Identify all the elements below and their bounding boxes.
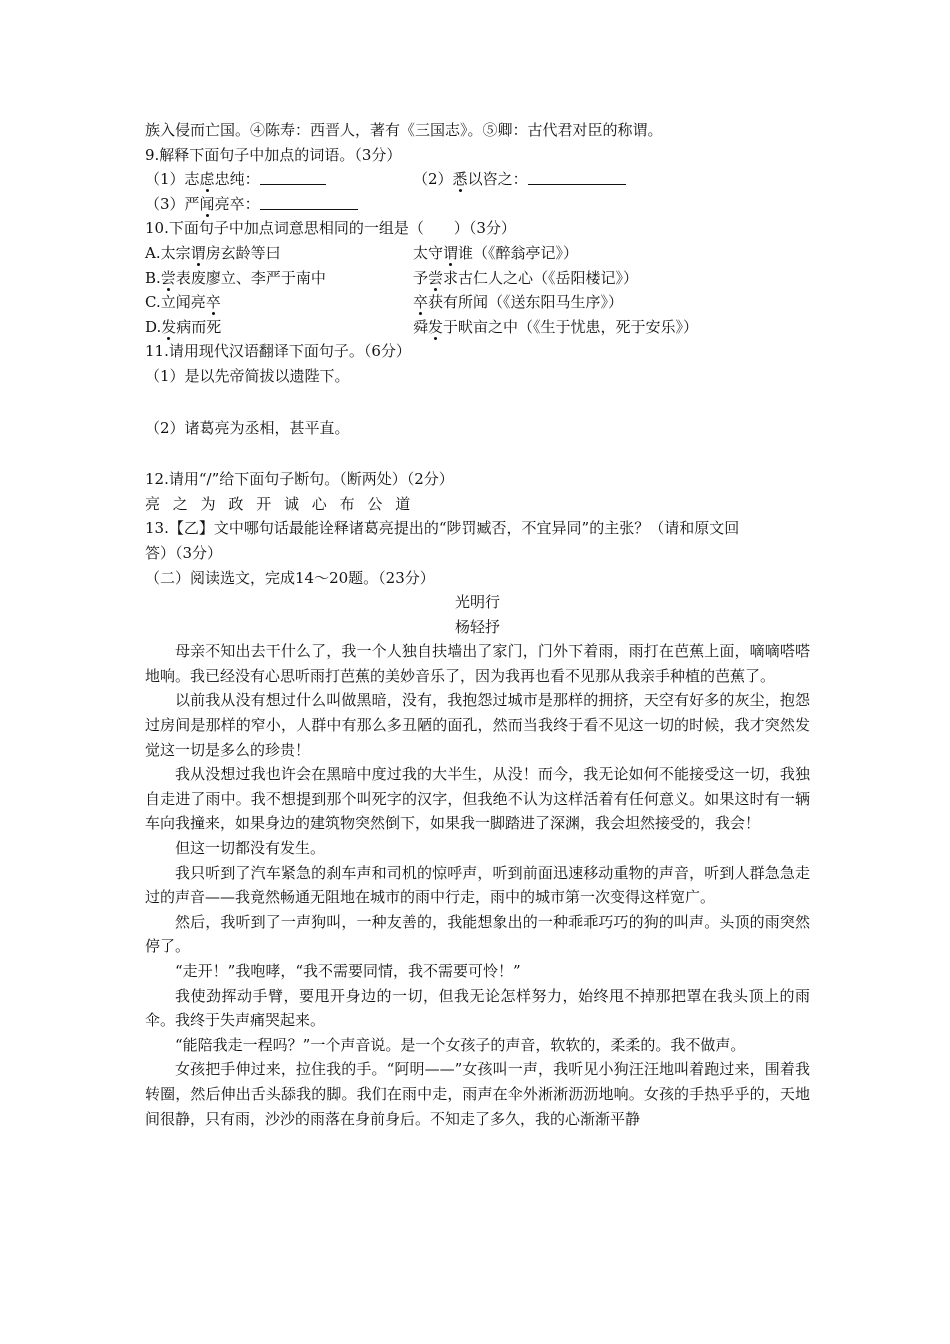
- exam-page: [145, 118, 810, 1131]
- dotted-word: 谓: [443, 243, 459, 262]
- q10-option-row: [145, 241, 810, 266]
- story-paragraph: 我从没想过我也许会在黑暗中度过我的大半生，从没！而今，我无论如何不能接受这一切，我独自走进了雨中。我不想提到那个叫死字的汉字，但我绝不认为这样活着有任何意义。如果这时有一辆车向我撞来，如果身边的建筑物突然倒下，如果我一脚踏进了深渊，我会坦然接受的，我会！: [145, 765, 810, 833]
- q10-option-a-right: 太守谓谁（《醉翁亭记》）: [413, 243, 579, 262]
- q10-option-row: [145, 266, 810, 291]
- dotted-word: 谓: [190, 243, 206, 262]
- dotted-word: 发: [161, 317, 177, 336]
- q9-row: [145, 167, 810, 192]
- answer-blank[interactable]: [260, 169, 326, 185]
- q13-line-2: 答）（3分）: [145, 543, 223, 562]
- story-paragraph: 女孩把手伸过来，拉住我的手。“阿明——”女孩叫一声，我听见小狗汪汪地叫着跑过来，围着我转圈，然后伸出舌头舔我的脚。我们在雨中走，雨声在伞外淅淅沥沥地响。女孩的手热乎乎的，天地间很静，只有雨，沙沙的雨落在身前身后。不知走了多久，我的心渐渐平静: [145, 1060, 810, 1128]
- q11-title: 11.请用现代汉语翻译下面句子。（6分）: [145, 342, 411, 361]
- story-author: 杨轻抒: [454, 617, 500, 636]
- story-paragraph: 以前我从没有想过什么叫做黑暗，没有，我抱怨过城市是那样的拥挤，天空有好多的灰尘，抱怨过房间是那样的窄小，人群中有那么多丑陋的面孔，然而当我终于看不见这一切的时候，我才突然发觉这一切是多么的珍贵！: [145, 691, 810, 759]
- story-paragraph: “能陪我走一程吗？”一个声音说。是一个女孩子的声音，软软的，柔柔的。我不做声。: [175, 1035, 746, 1054]
- q13-line-1: 13.【乙】文中哪句话最能诠释诸葛亮提出的“陟罚臧否，不宜异同”的主张？（请和原文回: [145, 519, 740, 538]
- q11-sentence-2: （2）诸葛亮为丞相，甚平直。: [145, 418, 350, 437]
- q10-option-d-right: 舜发于畎亩之中（《生于忧患，死于安乐》）: [413, 317, 699, 336]
- q10-title: 10.下面句子中加点词意思相同的一组是（ ）（3分）: [145, 219, 516, 238]
- story-paragraph: 我只听到了汽车紧急的刹车声和司机的惊呼声，听到前面迅速移动重物的声音，听到人群急急走过的声音——我竟然畅通无阻地在城市的雨中行走，雨中的城市第一次变得这样宽广。: [145, 863, 810, 907]
- q9-title: 9.解释下面句子中加点的词语。（3分）: [145, 145, 402, 164]
- q10-option-a-left: A.太宗谓房玄龄等曰: [145, 243, 281, 262]
- dotted-word: 闻: [199, 194, 215, 213]
- q10-option-d-left: D.发病而死: [145, 317, 222, 336]
- q10-option-b-left: B.尝表废廖立、李严于南中: [145, 268, 326, 287]
- answer-blank[interactable]: [528, 169, 626, 185]
- dotted-word: 尝: [160, 268, 176, 287]
- answer-blank[interactable]: [260, 194, 358, 210]
- q9-item-2: （2）悉以咨之：: [413, 167, 626, 192]
- dotted-word: 卒: [205, 293, 221, 312]
- q9-item-1: （1）志虑忠纯：: [145, 167, 413, 192]
- q10-option-c-right: 卒获有所闻（《送东阳马生序》）: [413, 293, 624, 312]
- dotted-word: 发: [428, 317, 444, 336]
- q10-option-c-left: C.立闻亮卒: [145, 293, 221, 312]
- story-paragraph: 但这一切都没有发生。: [175, 839, 326, 858]
- story-paragraph: “走开！”我咆哮，“我不需要同情，我不需要可怜！”: [175, 962, 521, 980]
- q11-sentence-1: （1）是以先帝简拔以遗陛下。: [145, 366, 350, 385]
- q12-title: 12.请用“/”给下面句子断句。（断两处）（2分）: [145, 470, 454, 489]
- footnote-line: 族入侵而亡国。④陈寿：西晋人，著有《三国志》。⑤卿：古代君对臣的称谓。: [145, 121, 663, 139]
- dotted-word: 悉: [452, 170, 468, 189]
- story-paragraph: 我使劲挥动手臂，要甩开身边的一切，但我无论怎样努力，始终甩不掉那把罩在我头顶上的雨伞。我终于失声痛哭起来。: [145, 986, 810, 1030]
- section-heading: （二）阅读选文，完成14～20题。（23分）: [145, 568, 435, 587]
- q12-sentence: 亮之为政开诚心布公道: [145, 494, 424, 513]
- dotted-word: 卒: [413, 293, 429, 312]
- story-title: 光明行: [454, 593, 500, 612]
- q10-option-b-right: 予尝求古仁人之心（《岳阳楼记》）: [413, 268, 639, 287]
- dotted-word: 虑: [199, 170, 215, 189]
- answer-space[interactable]: [145, 440, 810, 467]
- story-paragraph: 母亲不知出去干什么了，我一个人独自扶墙出了家门，门外下着雨，雨打在芭蕉上面，嘀嘀嗒嗒地响。我已经没有心思听雨打芭蕉的美妙音乐了，因为我再也看不见那从我亲手种植的芭蕉了。: [145, 642, 810, 685]
- q9-item-3: （3）严闻亮卒：: [145, 192, 810, 217]
- q10-option-row: [145, 290, 810, 315]
- q10-option-row: [145, 315, 810, 340]
- story-paragraph: 然后，我听到了一声狗叫，一种友善的，我能想象出的一种乖乖巧巧的狗的叫声。头顶的雨突然停了。: [145, 912, 810, 956]
- answer-space[interactable]: [145, 389, 810, 416]
- dotted-word: 尝: [428, 268, 444, 287]
